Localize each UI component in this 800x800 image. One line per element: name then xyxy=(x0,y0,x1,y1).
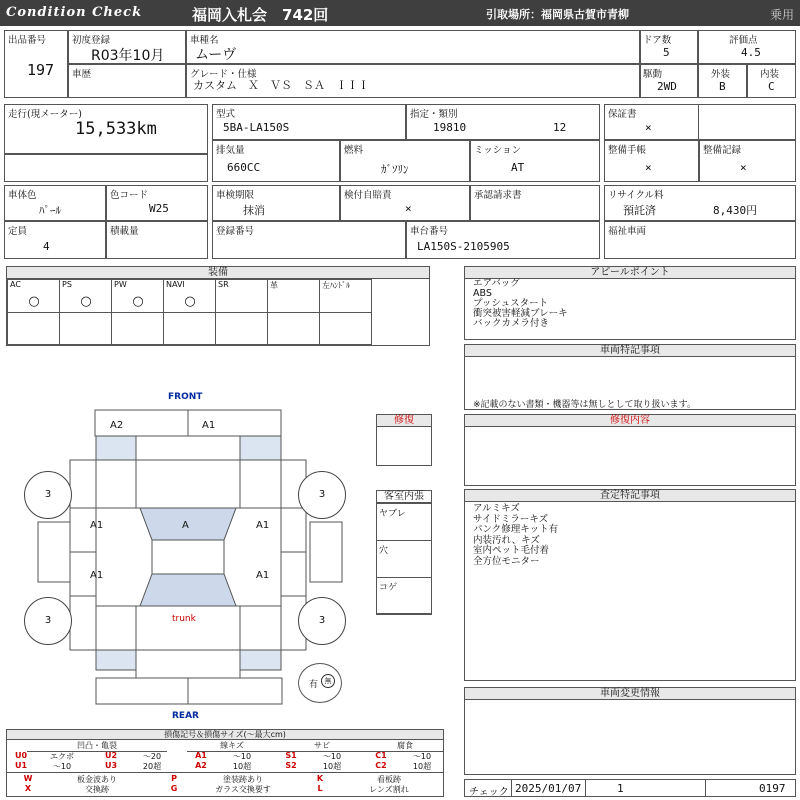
damage-left-rear: A1 xyxy=(90,570,104,581)
equipment-divider xyxy=(60,312,112,313)
inspection-notes-list xyxy=(473,504,558,567)
equipment-item xyxy=(163,279,216,345)
legend-desc: 10超 xyxy=(412,762,432,771)
trunk-label: trunk xyxy=(172,614,196,624)
vehicle-name: ムーヴ xyxy=(195,47,237,63)
interior-item: コゲ xyxy=(376,577,432,615)
grade-label: グレード・仕様 xyxy=(190,69,257,80)
equipment-divider xyxy=(320,312,372,313)
legend-code: L xyxy=(317,784,323,793)
name-label: 車種名 xyxy=(190,35,219,46)
rear-right-light xyxy=(240,650,281,670)
legend-code: K xyxy=(316,774,324,783)
capacity-label: 定員 xyxy=(8,226,28,237)
tire-rear-right xyxy=(298,597,346,645)
model: 5BA-LA150S xyxy=(223,121,290,134)
drive-label: 駆動 xyxy=(643,69,663,80)
welfare-cell xyxy=(604,221,796,259)
recycle-status: 預託済 xyxy=(623,204,656,217)
damage-right-front: A1 xyxy=(256,520,270,531)
legend-desc: 〜10 xyxy=(322,752,342,761)
score: 4.5 xyxy=(741,46,761,59)
lot-number: 197 xyxy=(27,61,55,79)
legend-desc: エクボ xyxy=(50,752,74,761)
manual: × xyxy=(645,161,652,174)
first-reg-cell xyxy=(68,30,186,64)
mileage-label: 走行(現メーター) xyxy=(8,109,82,120)
equipment-divider xyxy=(8,312,60,313)
damage-right-rear: A1 xyxy=(256,570,270,581)
rear-window xyxy=(140,574,236,606)
equipment-label: 革 xyxy=(270,281,278,290)
interior-cell xyxy=(747,64,796,98)
color-cell xyxy=(4,185,106,221)
legend-desc: 板金波あり xyxy=(77,775,117,784)
legend-desc: 〜10 xyxy=(412,752,432,761)
legend-desc: 看板跡 xyxy=(377,775,401,784)
legend-group: サビ xyxy=(277,740,367,752)
special-title: 車両特記事項 xyxy=(465,345,795,357)
displacement-cell xyxy=(212,140,340,182)
legend-desc: レンズ割れ xyxy=(369,785,409,794)
capacity-cell xyxy=(4,221,106,259)
legend-group: 凹凸・亀裂 xyxy=(27,740,167,752)
equipment-item xyxy=(111,279,164,345)
recycle-cell xyxy=(604,185,796,221)
appeal-section xyxy=(464,266,796,340)
interior-item: 穴 xyxy=(376,540,432,578)
logo: Condition Check xyxy=(6,5,143,20)
damage-front-right: A1 xyxy=(202,420,216,431)
mileage: 15,533km xyxy=(75,119,157,139)
legend-title: 損傷記号＆損傷サイズ(〜最大cm) xyxy=(7,730,443,740)
appeal-title: アピールポイント xyxy=(465,267,795,279)
legend-desc: 20超 xyxy=(142,762,162,771)
mileage-extra-cell xyxy=(4,154,208,182)
color-code-label: 色コード xyxy=(110,190,149,201)
recycle-fee: 8,430円 xyxy=(713,204,758,217)
exterior-label: 外装 xyxy=(711,69,731,80)
first-reg-label: 初度登録 xyxy=(72,35,111,46)
equipment-item xyxy=(319,279,372,345)
repair-section xyxy=(464,414,796,486)
tire-fr-value: 3 xyxy=(318,489,326,500)
auction-title: 福岡入札会 742回 xyxy=(192,6,329,24)
damage-windshield: A xyxy=(182,520,189,531)
inspection-note-item: 室内ペット毛付着 xyxy=(473,545,550,556)
mission: AT xyxy=(511,161,525,174)
insurance: × xyxy=(405,202,412,215)
model-cell xyxy=(212,104,406,140)
spare-label: 有 xyxy=(309,680,319,690)
equipment-label: PS xyxy=(62,280,72,289)
color-code-cell xyxy=(106,185,208,221)
spare-icon: 無 xyxy=(321,674,335,688)
load-label: 積載量 xyxy=(110,226,139,237)
doors-cell xyxy=(640,30,698,64)
footer-divider-1 xyxy=(511,780,512,796)
color: ﾊﾟｰﾙ xyxy=(39,204,61,217)
legend-code: C1 xyxy=(375,751,387,760)
footer-divider-2 xyxy=(585,780,586,796)
warranty-label: 保証書 xyxy=(608,109,637,120)
special-section xyxy=(464,344,796,410)
chassis-cell xyxy=(406,221,600,259)
interior: C xyxy=(768,80,775,93)
roof xyxy=(152,540,224,574)
score-label: 評価点 xyxy=(729,35,758,46)
chassis: LA150S-2105905 xyxy=(417,240,510,253)
equipment-item xyxy=(7,279,60,345)
legend-code: A2 xyxy=(195,761,207,770)
damage-left-front: A1 xyxy=(90,520,104,531)
check-date: 2025/01/07 xyxy=(515,782,582,795)
legend-code: X xyxy=(24,784,32,793)
front-label: FRONT xyxy=(168,392,203,402)
displacement: 660CC xyxy=(227,161,261,174)
legend-code: W xyxy=(23,774,33,783)
legend-group: 線キズ xyxy=(187,740,277,752)
footer-number: 0197 xyxy=(759,782,786,795)
reg-no-cell xyxy=(212,221,406,259)
drive-cell xyxy=(640,64,698,98)
damage-legend xyxy=(6,729,444,797)
chassis-label: 車台番号 xyxy=(410,226,449,237)
drive: 2WD xyxy=(657,80,677,93)
equipment-item xyxy=(267,279,320,345)
interior-label: 内装 xyxy=(760,69,780,80)
equipment-value: ○ xyxy=(80,294,92,309)
inspection-note-item: アルミキズ xyxy=(473,503,520,514)
legend-desc: 〜20 xyxy=(142,752,162,761)
doors-label: ドア数 xyxy=(643,35,672,46)
equipment-title: 装備 xyxy=(7,267,429,279)
front-right-light xyxy=(240,436,281,460)
legend-desc: 〜10 xyxy=(232,752,252,761)
legend-code: U3 xyxy=(104,761,118,770)
warranty-cell xyxy=(604,104,796,140)
claim-cell xyxy=(470,185,600,221)
inspection-notes-title: 査定特記事項 xyxy=(465,490,795,502)
insurance-label: 検付自賠責 xyxy=(344,190,392,201)
exterior: B xyxy=(719,80,726,93)
exterior-cell xyxy=(698,64,747,98)
change-title: 車両変更情報 xyxy=(465,688,795,700)
damage-front-left: A2 xyxy=(110,420,124,431)
tire-rl-value: 3 xyxy=(44,615,52,626)
color-code: W25 xyxy=(149,202,169,215)
insurance-cell xyxy=(340,185,470,221)
category: 乗用 xyxy=(769,8,794,22)
pickup-location: 引取場所：福岡県古賀市青柳 xyxy=(486,8,629,21)
front-left-light xyxy=(96,436,136,460)
manual-cell xyxy=(604,140,699,182)
special-note: ※記載のない書類・機器等は無しとして取り扱います。 xyxy=(473,400,696,410)
inspection: 抹消 xyxy=(243,204,265,217)
lot-label: 出品番号 xyxy=(8,35,47,46)
equipment-label: AC xyxy=(10,280,21,289)
history-cell xyxy=(68,64,186,98)
inspection-note-item: サイドミラーキズ xyxy=(473,513,549,525)
legend-code: U1 xyxy=(14,761,28,770)
claim-label: 承認請求書 xyxy=(474,190,522,201)
equipment-label: PW xyxy=(114,280,127,289)
inspector: 1 xyxy=(617,782,624,795)
recycle-label: リサイクル料 xyxy=(608,190,664,201)
appeal-item: ABS xyxy=(473,288,492,299)
welfare-label: 福祉車両 xyxy=(608,226,647,237)
repair-title: 修復内容 xyxy=(465,415,795,427)
change-section xyxy=(464,687,796,775)
record-cell xyxy=(699,140,796,182)
equipment-value: ○ xyxy=(28,294,40,309)
interior-box-title: 客室内張 xyxy=(377,491,431,503)
equipment-divider xyxy=(216,312,268,313)
appeal-item: プッシュスタート xyxy=(473,298,549,309)
rear-bumper xyxy=(136,650,240,678)
mission-cell xyxy=(470,140,600,182)
model-label: 型式 xyxy=(216,109,236,120)
interior-item: ヤブレ xyxy=(376,503,432,541)
spec-cell xyxy=(406,104,600,140)
spec-1: 19810 xyxy=(433,121,467,134)
header-bar xyxy=(0,0,800,26)
mileage-cell xyxy=(4,104,208,154)
color-label: 車体色 xyxy=(8,190,37,201)
warranty: × xyxy=(645,121,652,134)
doors: 5 xyxy=(663,46,670,59)
equipment-value: ○ xyxy=(132,294,144,309)
interior-box xyxy=(376,490,432,614)
lot-cell xyxy=(4,30,68,98)
appeal-item: エアバッグ xyxy=(473,278,520,289)
manual-label: 整備手帳 xyxy=(608,145,647,156)
reg-no-label: 登録番号 xyxy=(216,226,255,237)
inspection-label: 車検期限 xyxy=(216,190,255,201)
legend-code: A1 xyxy=(195,751,207,760)
tire-front-right xyxy=(298,471,346,519)
rear-left-light xyxy=(96,650,136,670)
equipment-label: 左ﾊﾝﾄﾞﾙ xyxy=(322,281,350,290)
legend-desc: 10超 xyxy=(322,762,342,771)
appeal-item: バックカメラ付き xyxy=(473,318,550,329)
capacity: 4 xyxy=(43,240,50,253)
spec-label: 指定・類別 xyxy=(410,109,458,120)
spare-tire xyxy=(298,663,342,703)
fuel: ｶﾞｿﾘﾝ xyxy=(381,163,409,176)
tire-rr-value: 3 xyxy=(318,615,326,626)
equipment-item xyxy=(215,279,268,345)
legend-code: C2 xyxy=(375,761,387,770)
tire-rear-left xyxy=(24,597,72,645)
repair-box-title: 修復 xyxy=(377,415,431,427)
appeal-list xyxy=(473,279,568,329)
grade: カスタム Ｘ ＶＳ ＳＡ ＩＩＩ xyxy=(193,79,369,92)
legend-desc: 〜10 xyxy=(52,762,72,771)
legend-desc: 交換跡 xyxy=(85,785,109,794)
legend-code: U2 xyxy=(104,751,118,760)
legend-desc: ガラス交換要す xyxy=(215,785,271,794)
check-label: チェック xyxy=(469,787,509,798)
inspection-note-item: 内装汚れ、キズ xyxy=(473,534,540,546)
legend-group: 腐食 xyxy=(367,740,443,752)
inspection-note-item: 全方位モニター xyxy=(473,555,540,567)
inspection-notes-section xyxy=(464,489,796,681)
footer-bar xyxy=(464,779,796,797)
equipment-item xyxy=(59,279,112,345)
legend-code: U0 xyxy=(14,751,28,760)
equipment-table xyxy=(6,266,430,346)
legend-divider xyxy=(7,772,443,773)
warranty-divider xyxy=(698,104,699,140)
inspection-note-item: パンク修理キット有 xyxy=(473,524,559,535)
tire-fl-value: 3 xyxy=(44,489,52,500)
footer-divider-3 xyxy=(705,780,706,796)
spec-2: 12 xyxy=(553,121,567,134)
history-label: 車歴 xyxy=(72,69,92,80)
equipment-divider xyxy=(268,312,320,313)
legend-code: S1 xyxy=(285,751,297,760)
equipment-divider xyxy=(112,312,164,313)
legend-desc: 10超 xyxy=(232,762,252,771)
equipment-divider xyxy=(164,312,216,313)
fuel-cell xyxy=(340,140,470,182)
name-cell xyxy=(186,30,640,64)
appeal-item: 衝突被害軽減ブレーキ xyxy=(473,308,568,319)
legend-desc: 塗装跡あり xyxy=(223,775,263,784)
legend-code: P xyxy=(171,774,177,783)
mission-label: ミッション xyxy=(474,145,522,156)
equipment-value: ○ xyxy=(184,294,196,309)
record: × xyxy=(740,161,747,174)
fuel-label: 燃料 xyxy=(344,145,364,156)
repair-box xyxy=(376,414,432,466)
displacement-label: 排気量 xyxy=(216,145,245,156)
score-cell xyxy=(698,30,796,64)
grade-cell xyxy=(186,64,640,98)
equipment-label: SR xyxy=(218,280,229,289)
record-label: 整備記録 xyxy=(703,145,742,156)
equipment-label: NAVI xyxy=(166,280,185,289)
first-reg: R03年10月 xyxy=(91,48,165,64)
legend-code: G xyxy=(170,784,178,793)
load-cell xyxy=(106,221,208,259)
legend-code: S2 xyxy=(285,761,297,770)
inspection-cell xyxy=(212,185,340,221)
rear-label: REAR xyxy=(172,711,199,721)
tire-front-left xyxy=(24,471,72,519)
